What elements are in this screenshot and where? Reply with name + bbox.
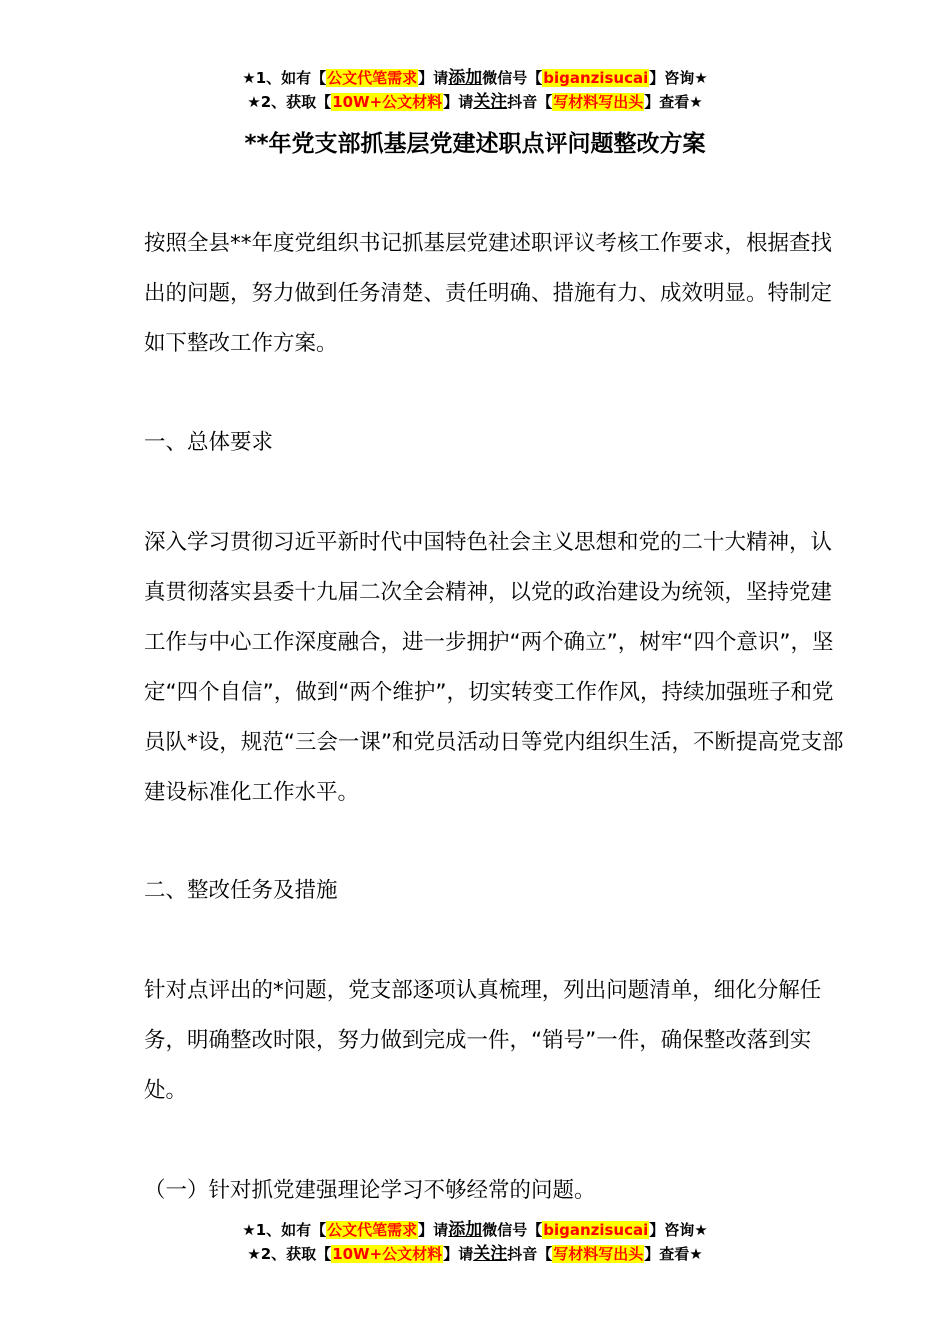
banner-highlight: 写材料写出头 [553,1245,644,1263]
tasks-paragraph: 针对点评出的*问题，党支部逐项认真梳理，列出问题清单，细化分解任务，明确整改时限，努力做到完成一件，“销号”一件，确保整改落到实处。 [144,978,822,1103]
document-title: **年党支部抓基层党建述职点评问题整改方案 [244,131,706,157]
heading-general-requirements: 一、总体要求 [144,430,274,455]
top-banner [0,66,950,114]
intro-paragraph: 按照全县**年度党组织书记抓基层党建述职评议考核工作要求，根据查找出的问题，努力做到任务清楚、责任明确、措施有力、成效明显。特制定如下整改工作方案。 [144,231,833,356]
banner-highlight: biganzisucai [543,1221,649,1239]
bottom-banner [0,1218,950,1266]
banner-line-1: ★1、如有【公文代笔需求】请添加微信号【biganzisucai】咨询★ [242,1220,708,1240]
banner-line-1: ★1、如有【公文代笔需求】请添加微信号【biganzisucai】咨询★ [242,68,708,88]
general-requirements-paragraph: 深入学习贯彻习近平新时代中国特色社会主义思想和党的二十大精神，认真贯彻落实县委十九届二次全会精神，以党的政治建设为统领，坚持党建工作与中心工作深度融合，进一步拥护“两个确立”，树牢“四个意识”，坚定“四个自信”，做到“两个维护”，切实转变工作作风，持续加强班子和党员队*设，规范“三会一课”和党员活动日等党内组织生活，不断提高党支部建设标准化工作水平。 [144,530,844,805]
heading-tasks-and-measures: 二、整改任务及措施 [144,878,338,903]
banner-highlight: 公文代笔需求 [327,69,418,87]
banner-highlight: 10W+公文材料 [332,1245,443,1263]
banner-highlight: 10W+公文材料 [332,93,443,111]
banner-line-2: ★2、获取【10W+公文材料】请关注抖音【写材料写出头】查看★ [247,1244,703,1264]
banner-line-2: ★2、获取【10W+公文材料】请关注抖音【写材料写出头】查看★ [247,92,703,112]
banner-highlight: 写材料写出头 [553,93,644,111]
banner-highlight: 公文代笔需求 [327,1221,418,1239]
subheading-theory-study: （一）针对抓党建强理论学习不够经常的问题。 [144,1178,596,1203]
banner-highlight: biganzisucai [543,69,649,87]
